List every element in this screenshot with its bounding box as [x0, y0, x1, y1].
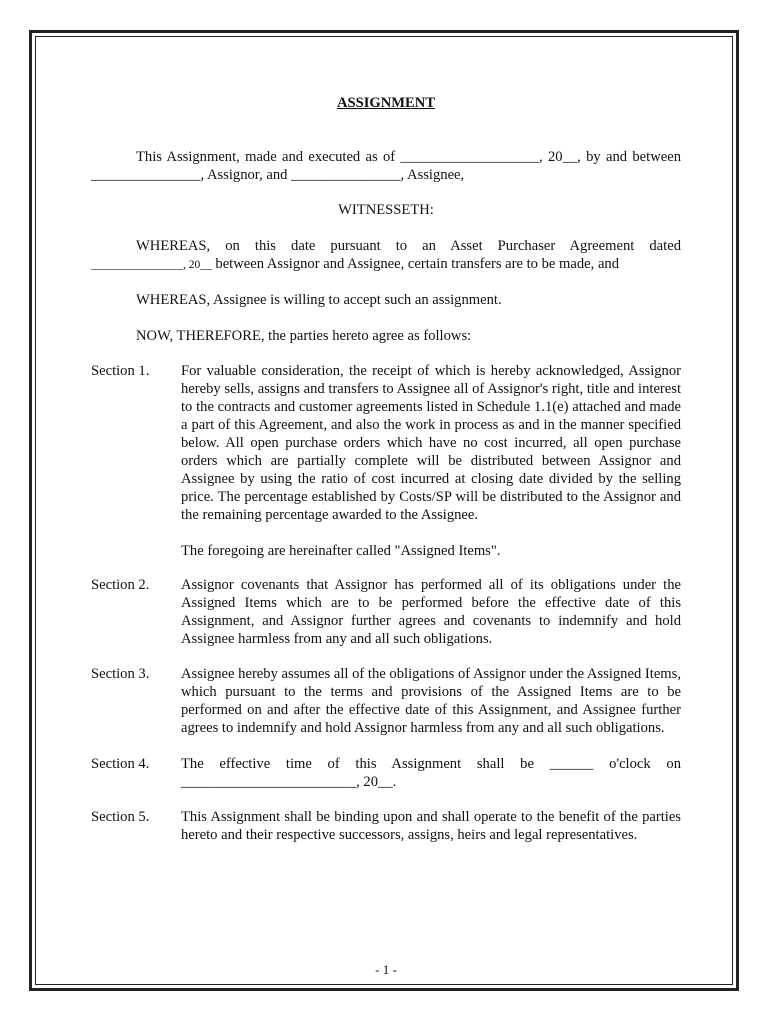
section-4-line-2: ________________________, 20__. — [181, 774, 397, 790]
intro-line-1: This Assignment, made and executed as of ___________________, 20__, by and between — [136, 149, 681, 165]
whereas-1-rest: between Assignor and Assignee, certain transfers are to be made, and — [211, 256, 620, 272]
page-number: - 1 - — [375, 962, 397, 977]
section-3-label: Section 3. — [91, 666, 150, 682]
whereas-1-date-blank: ________________, 20__ — [91, 259, 212, 271]
whereas-1-line-1: WHEREAS, on this date pursuant to an Asset Purchaser Agreement dated — [136, 238, 681, 254]
section-4-label: Section 4. — [91, 756, 150, 772]
intro-line-2: _______________, Assignor, and _______________, Assignee, — [91, 167, 465, 183]
section-2-label: Section 2. — [91, 577, 150, 593]
intro-paragraph — [91, 148, 681, 184]
whereas-paragraph-1 — [91, 237, 681, 274]
now-therefore-paragraph: NOW, THEREFORE, the parties hereto agree as follows: — [136, 328, 472, 344]
section-5-text: This Assignment shall be binding upon and shall operate to the benefit of the parties hereto and their respective successors, assigns, heirs and legal representatives. — [181, 809, 681, 843]
section-1-body — [181, 362, 681, 560]
section-3-text: Assignee hereby assumes all of the obligations of Assignor under the Assigned Items, which pursuant to the terms and provisions of the Assigned Items are to be performed on and after the effective date of this Assignment, and Assignee further agrees to indemnify and hold Assignor harmless from any and all such obligations. — [181, 666, 681, 736]
section-2-text: Assignor covenants that Assignor has performed all of its obligations under the Assigned Items which are to be performed before the effective date of this Assignment, and Assignor further agrees and covenants to indemnify and hold Assignee harmless from any and all such obligations. — [181, 577, 681, 647]
section-1-label: Section 1. — [91, 363, 150, 379]
section-1-followup: The foregoing are hereinafter called "Assigned Items". — [181, 543, 501, 559]
section-4-line-1: The effective time of this Assignment shall be ______ o'clock on — [181, 756, 681, 772]
whereas-paragraph-2: WHEREAS, Assignee is willing to accept such an assignment. — [136, 292, 502, 308]
witnesseth-heading: WITNESSETH: — [338, 202, 434, 218]
whereas-1-line-2 — [91, 255, 681, 274]
document-title: ASSIGNMENT — [336, 95, 436, 111]
section-4-body — [181, 755, 681, 791]
section-5-label: Section 5. — [91, 809, 150, 825]
section-1-text: For valuable consideration, the receipt of which is hereby acknowledged, Assignor hereby sells, assigns and transfers to Assignee all of Assignor's right, title and interest to the contracts and customer agreements listed in Schedule 1.1(e) attached and made a part of this Agreement, and also the work in process as and in the manner specified below. All open purchase orders which have no cost incurred, all open purchase orders which are partially complete will be distributed between Assignor and Assignee by using the ratio of cost incurred at closing date divided by the selling price. The percentage established by Costs/SP will be distributed to the Assignor and the remaining percentage awarded to the Assignee. — [181, 363, 681, 523]
